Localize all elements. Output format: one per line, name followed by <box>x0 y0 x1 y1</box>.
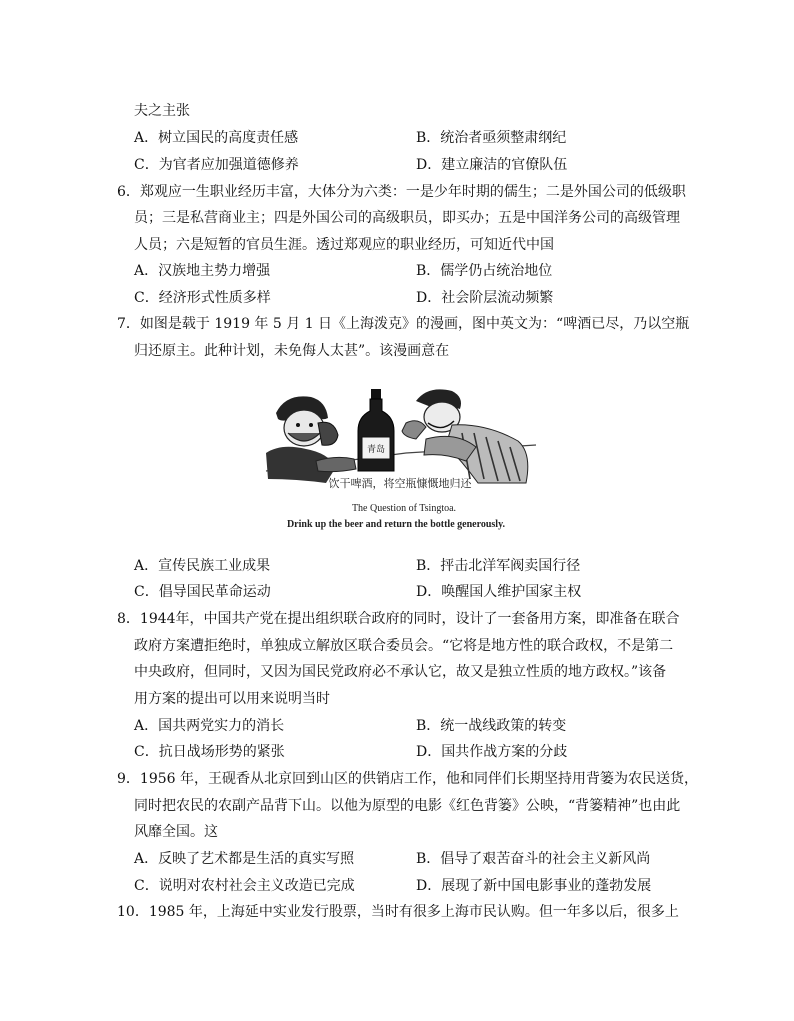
q9-option-d: D．展现了新中国电影事业的蓬勃发展 <box>416 878 652 894</box>
q6-option-a: A．汉族地主势力增强 <box>134 263 271 279</box>
beer-bottle <box>358 389 394 471</box>
bottle-label: 青岛 <box>366 445 386 455</box>
cartoon-figure <box>256 383 544 535</box>
q8-stem-line-4: 用方案的提出可以用来说明当时 <box>134 691 330 707</box>
q8-option-b: B．统一战线政策的转变 <box>416 718 567 734</box>
q9-stem-line-2: 同时把农民的农副产品背下山。以他为原型的电影《红色背篓》公映，“背篓精神”也由此 <box>134 798 681 814</box>
q6-stem-line-1: 6．郑观应一生职业经历丰富，大体分为六类：一是少年时期的儒生；二是外国公司的低级职 <box>117 184 686 200</box>
q8-option-c: C．抗日战场形势的紧张 <box>134 744 285 760</box>
q9-stem-line-1: 9．1956 年，王砚香从北京回到山区的供销店工作，他和同伴们长期坚持用背篓为农民送货， <box>117 771 698 787</box>
q5-option-a: A．树立国民的高度责任感 <box>134 130 299 146</box>
q7-option-c: C．倡导国民革命运动 <box>134 584 271 600</box>
cartoon-caption-text: Drink up the beer and return the bottle generously. <box>286 519 506 530</box>
q5-option-d: D．建立廉洁的官僚队伍 <box>416 157 568 173</box>
q6-stem-line-3: 人员；六是短暂的官员生涯。透过郑观应的职业经历，可知近代中国 <box>134 237 554 253</box>
q10-stem-line-1: 10．1985 年，上海延中实业发行股票，当时有很多上海市民认购。但一年多以后，很多上 <box>117 904 679 920</box>
q6-option-d: D．社会阶层流动频繁 <box>416 290 554 306</box>
q8-stem-line-3: 中央政府，但同时，又因为国民党政府必不承认它，故又是独立性质的地方政权。”该备 <box>134 664 667 680</box>
right-figure <box>402 389 528 483</box>
q7-option-d: D．唤醒国人维护国家主权 <box>416 584 582 600</box>
left-figure <box>266 396 356 483</box>
q8-option-a: A．国共两党实力的消长 <box>134 718 285 734</box>
q9-option-c: C．说明对农村社会主义改造已完成 <box>134 878 355 894</box>
q7-option-a: A．宣传民族工业成果 <box>134 558 271 574</box>
q7-stem-line-1: 7．如图是载于 1919 年 5 月 1 日《上海泼克》的漫画，图中英文为：“啤酒已尽，乃以空瓶 <box>117 316 690 332</box>
q6-stem-line-2: 员；三是私营商业主；四是外国公司的高级职员，即买办；五是中国洋务公司的高级管理 <box>134 210 680 226</box>
q6-option-b: B．儒学仍占统治地位 <box>416 263 553 279</box>
q9-option-a: A．反映了艺术都是生活的真实写照 <box>134 851 355 867</box>
q7-option-b: B．抨击北洋军阀卖国行径 <box>416 558 581 574</box>
q5-option-c: C．为官者应加强道德修养 <box>134 157 299 173</box>
q9-option-b: B．倡导了艰苦奋斗的社会主义新风尚 <box>416 851 651 867</box>
q5-option-b: B．统治者亟须整肃纲纪 <box>416 130 567 146</box>
q7-stem-line-2: 归还原主。此种计划，未免侮人太甚”。该漫画意在 <box>134 343 450 359</box>
q8-stem-line-1: 8．1944年，中国共产党在提出组织联合政府的同时，设计了一套备用方案，即准备在联合 <box>117 611 680 627</box>
q5-stem-tail: 夫之主张 <box>134 103 190 119</box>
q9-stem-line-3: 风靡全国。这 <box>134 824 218 840</box>
q8-option-d: D．国共作战方案的分歧 <box>416 744 568 760</box>
cartoon-caption-title: The Question of Tsingtoa. <box>351 503 457 514</box>
cartoon-caption-chinese: 饮干啤酒，将空瓶慷慨地归还 <box>328 477 472 490</box>
q6-option-c: C．经济形式性质多样 <box>134 290 271 306</box>
q8-stem-line-2: 政府方案遭拒绝时，单独成立解放区联合委员会。“它将是地方性的联合政权，不是第二 <box>134 638 674 654</box>
